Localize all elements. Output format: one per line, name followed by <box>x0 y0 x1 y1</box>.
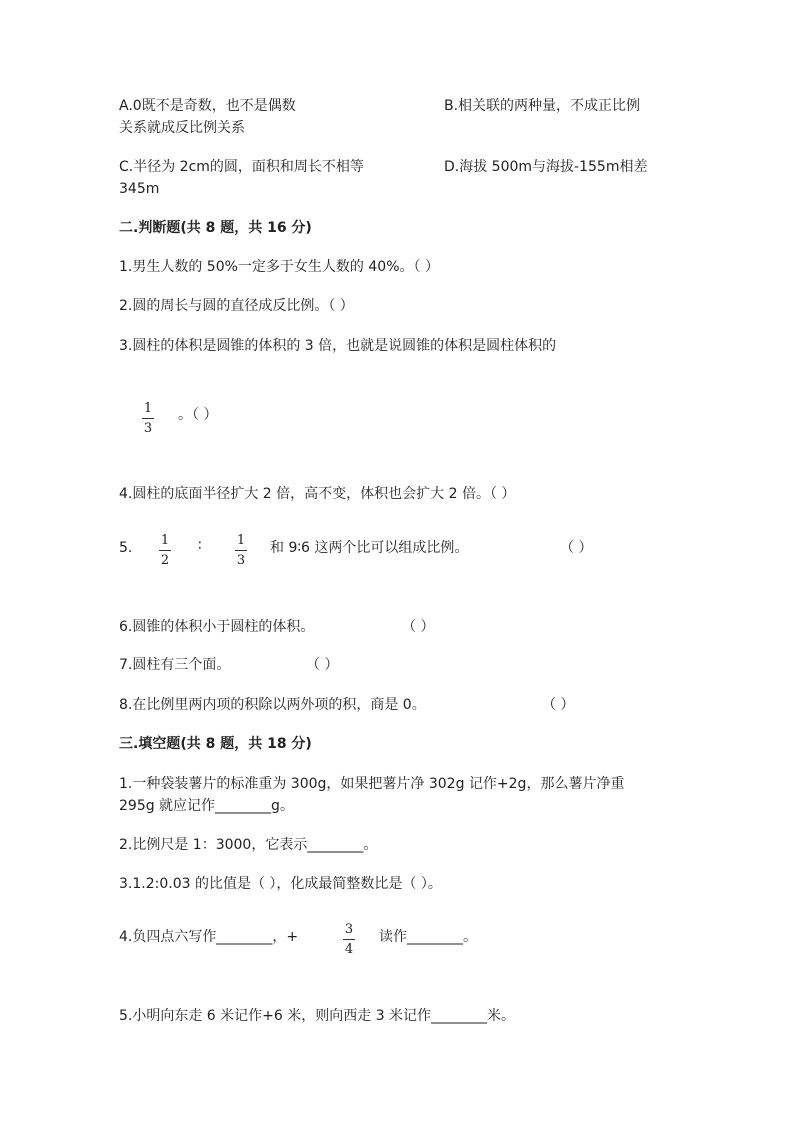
fraction-denominator: 3 <box>143 421 153 436</box>
fill-question-3: 3.1.2:0.03 的比值是（ ），化成最简整数比是（ ）。 <box>119 876 442 892</box>
option-b-continued: 关系就成反比例关系 <box>119 120 245 136</box>
fraction-numerator: 1 <box>236 533 246 548</box>
fraction-denominator: 4 <box>344 942 354 957</box>
fraction-numerator: 1 <box>160 533 170 548</box>
fraction-numerator: 1 <box>143 401 153 416</box>
judge-question-5-paren: （ ） <box>560 540 593 556</box>
judge-question-4: 4.圆柱的底面半径扩大 2 倍，高不变，体积也会扩大 2 倍。（ ） <box>119 486 516 502</box>
fraction-denominator: 3 <box>236 553 246 568</box>
fill-question-4-tail: 读作________。 <box>379 929 477 945</box>
judge-question-5-number: 5. <box>119 540 133 556</box>
fraction-denominator: 2 <box>160 553 170 568</box>
section-2-title: 二.判断题(共 8 题，共 16 分) <box>119 220 312 236</box>
fill-question-5: 5.小明向东走 6 米记作+6 米，则向西走 3 米记作________米。 <box>119 1008 516 1024</box>
fill-question-1: 1.一种袋装薯片的标准重为 300g，如果把薯片净 302g 记作+2g，那么薯片净重 <box>119 776 625 792</box>
fill-question-1-continued: 295g 就应记作________g。 <box>119 798 294 814</box>
judge-question-7-paren: （ ） <box>306 657 339 673</box>
judge-question-1: 1.男生人数的 50%一定多于女生人数的 40%。（ ） <box>119 259 439 275</box>
judge-question-8-paren: （ ） <box>542 697 575 713</box>
judge-question-2: 2.圆的周长与圆的直径成反比例。（ ） <box>119 298 354 314</box>
fraction-numerator: 3 <box>344 922 354 937</box>
ratio-colon: ∶ <box>198 538 202 554</box>
section-3-title: 三.填空题(共 8 题，共 18 分) <box>119 736 312 752</box>
fraction-one-third-b <box>235 533 247 568</box>
fraction-bar <box>159 550 171 551</box>
fill-question-2: 2.比例尺是 1：3000，它表示________。 <box>119 837 378 853</box>
option-d: D.海拔 500m与海拔-155m相差 <box>444 159 648 175</box>
judge-question-3-tail: 。（ ） <box>178 407 218 423</box>
option-a: A.0既不是奇数，也不是偶数 <box>119 98 296 114</box>
judge-question-5-tail: 和 9∶6 这两个比可以组成比例。 <box>270 540 469 556</box>
fraction-bar <box>343 939 355 940</box>
fraction-one-third <box>142 401 154 436</box>
judge-question-8: 8.在比例里两内项的积除以两外项的积，商是 0。 <box>119 697 426 713</box>
fill-question-4: 4.负四点六写作________，+ <box>119 929 299 945</box>
option-d-continued: 345m <box>119 181 160 197</box>
fraction-bar <box>142 418 154 419</box>
fraction-three-quarters <box>343 922 355 957</box>
fraction-one-half <box>159 533 171 568</box>
fraction-bar <box>235 550 247 551</box>
judge-question-6: 6.圆锥的体积小于圆柱的体积。 <box>119 619 315 635</box>
option-c: C.半径为 2cm的圆，面积和周长不相等 <box>119 159 364 175</box>
option-b: B.相关联的两种量，不成正比例 <box>444 98 641 114</box>
judge-question-7: 7.圆柱有三个面。 <box>119 657 231 673</box>
judge-question-6-paren: （ ） <box>402 619 435 635</box>
judge-question-3: 3.圆柱的体积是圆锥的体积的 3 倍，也就是说圆锥的体积是圆柱体积的 <box>119 338 557 354</box>
